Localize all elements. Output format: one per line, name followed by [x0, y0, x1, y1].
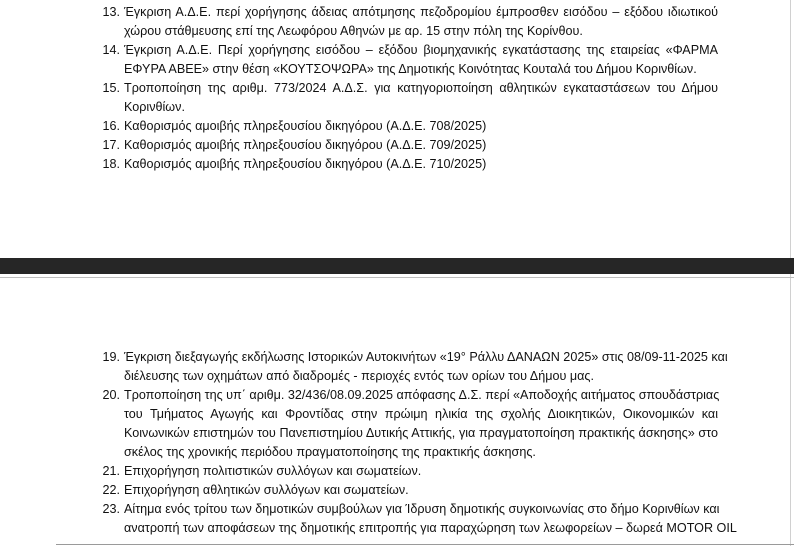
page-top-rule: [0, 277, 794, 278]
agenda-item: [0, 136, 794, 155]
agenda-item-number: 16.: [102, 119, 120, 133]
agenda-item: [0, 500, 794, 538]
page-bottom-rule: [56, 544, 794, 545]
agenda-item: [0, 348, 794, 386]
agenda-item-number: 15.: [102, 81, 120, 95]
agenda-item-text: Καθορισμός αμοιβής πληρεξουσίου δικηγόρου (Α.Δ.Ε. 708/2025): [124, 119, 487, 133]
agenda-item-text: Έγκριση Α.Δ.Ε. Περί χορήγησης εισόδου – εξόδου βιομηχανικής εγκατάστασης της εταιρείας «ΦΑΡΜΑ: [124, 43, 718, 57]
agenda-item: [0, 462, 794, 481]
agenda-item-number: 19.: [102, 350, 120, 364]
agenda-item-text: ανατροπή των αποφάσεων της δημοτικής επιτροπής για παραχώρηση των λεωφορείων – δωρεά MOTOR OIL: [124, 521, 737, 535]
agenda-item-text: Επιχορήγηση αθλητικών συλλόγων και σωματείων.: [124, 483, 409, 497]
agenda-item-text: Καθορισμός αμοιβής πληρεξουσίου δικηγόρου (Α.Δ.Ε. 709/2025): [124, 138, 487, 152]
agenda-item-text: του Τμήματος Αγωγής και Φροντίδας στην πρώιμη ηλικία της σχολής Διοικητικών, Οικονομικών και: [124, 407, 718, 421]
agenda-item-number: 23.: [102, 502, 120, 516]
agenda-item-text: Τροποποίηση της αριθμ. 773/2024 Α.Δ.Σ. για κατηγοριοποίηση αθλητικών εγκαταστάσεων του Δήμου: [124, 81, 718, 95]
agenda-item-text: Έγκριση Α.Δ.Ε. περί χορήγησης άδειας απότμησης πεζοδρομίου έμπροσθεν εισόδου – εξόδου ιδιωτικού: [124, 5, 718, 19]
agenda-item-text: σκέλος της χρονικής περιόδου πραγματοποίησης της πρακτικής άσκησης.: [124, 445, 536, 459]
agenda-item-text: ΕΦΥΡΑ ΑΒΕΕ» στην θέση «ΚΟΥΤΣΟΨΩΡΑ» της Δημοτικής Κοινότητας Κουταλά του Δήμου Κορινθίων.: [124, 62, 697, 76]
agenda-item-number: 18.: [102, 157, 120, 171]
agenda-item-number: 17.: [102, 138, 120, 152]
agenda-item-text: Έγκριση διεξαγωγής εκδήλωσης Ιστορικών Αυτοκινήτων «19° Ράλλυ ΔΑΝΑΩΝ 2025» στις 08/09-11-2025 και: [124, 350, 728, 364]
agenda-item-text: Κορινθίων.: [124, 100, 185, 114]
agenda-item-number: 20.: [102, 388, 120, 402]
agenda-item: [0, 41, 794, 79]
agenda-item-text: Κοινωνικών επιστημών του Πανεπιστημίου Δυτικής Αττικής, για πραγματοποίηση πρακτικής άσκησης» στο: [124, 426, 718, 440]
agenda-item: [0, 386, 794, 462]
agenda-item: [0, 117, 794, 136]
agenda-item-number: 22.: [102, 483, 120, 497]
agenda-item-text: Αίτημα ενός τρίτου των δημοτικών συμβούλων για Ίδρυση δημοτικής συγκοινωνίας στο δήμο Κορινθίων και: [124, 502, 720, 516]
agenda-item: [0, 481, 794, 500]
agenda-item-text: χώρου στάθμευσης επί της Λεωφόρου Αθηνών με αρ. 15 στην πόλη της Κορίνθου.: [124, 24, 583, 38]
agenda-item: [0, 3, 794, 41]
agenda-item-text: διέλευσης των οχημάτων από διαδρομές - περιοχές εντός των ορίων του Δήμου μας.: [124, 369, 594, 383]
agenda-item-text: Επιχορήγηση πολιτιστικών συλλόγων και σωματείων.: [124, 464, 422, 478]
agenda-item-number: 14.: [102, 43, 120, 57]
agenda-item-number: 13.: [102, 5, 120, 19]
agenda-item-text: Καθορισμός αμοιβής πληρεξουσίου δικηγόρου (Α.Δ.Ε. 710/2025): [124, 157, 487, 171]
agenda-item-number: 21.: [102, 464, 120, 478]
agenda-item-text: Τροποποίηση της υπ΄ αριθμ. 32/436/08.09.2025 απόφασης Δ.Σ. περί «Αποδοχής αιτήματος σπουδάστριας: [124, 388, 720, 402]
agenda-item: [0, 155, 794, 174]
agenda-item: [0, 79, 794, 117]
page-separator: [0, 258, 794, 274]
